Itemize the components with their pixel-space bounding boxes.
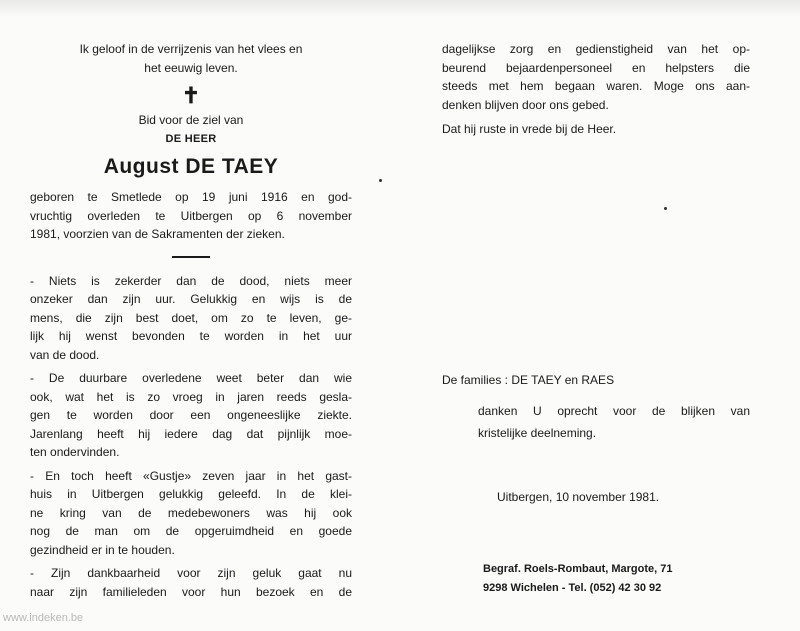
text-line: naar zijn familieleden voor hun bezoek en de — [30, 584, 352, 599]
pray-line: Bid voor de ziel van — [138, 113, 244, 127]
printer-line: Begraf. Roels-Rombaut, Margote, 71 — [483, 563, 673, 575]
text-line: gezindheid er in te houden. — [30, 542, 175, 557]
text-line: van de dood. — [30, 347, 100, 362]
text-line: - De duurbare overledene weet beter dan wie — [30, 371, 352, 385]
verse — [30, 40, 352, 77]
printer-credit — [483, 560, 672, 598]
text-line: Jarenlang heeft hij iedere dag dat pijnlijk moe- — [30, 426, 352, 441]
right-panel — [442, 40, 750, 139]
text-line: danken U oprecht voor de blijken van — [478, 404, 750, 418]
text-line: lijk hij wenst bevonden te worden in het uur — [30, 329, 352, 343]
closing-prayer: Dat hij ruste in vrede bij de Heer. — [442, 122, 617, 136]
paragraph-4 — [30, 564, 352, 601]
text-line: ook, wat het is zo vroeg in jaren reeds gesla- — [30, 389, 352, 404]
text-line: steeds met hem begaan waren. Moge ons aan- — [442, 79, 750, 93]
text-line: beurend bejaardenpersoneel en helpsters die — [442, 60, 750, 75]
printer-line: 9298 Wichelen - Tel. (052) 42 30 92 — [483, 582, 662, 594]
scan-speck — [664, 207, 667, 210]
paragraph-2 — [30, 369, 352, 462]
left-panel — [30, 40, 352, 606]
text-line: kristelijke deelneming. — [478, 426, 597, 440]
verse-line: het eeuwig leven. — [144, 60, 238, 75]
text-line: ne kring van de medebewoners was hij ook — [30, 505, 352, 520]
text-line: ten ondervinden. — [30, 445, 120, 459]
families-line: De families : DE TAEY en RAES — [442, 373, 615, 387]
watermark: www.indeken.be — [3, 612, 84, 624]
cross-icon: ✝ — [181, 83, 201, 108]
text-line: - Zijn dankbaarheid voor zijn geluk gaat nu — [30, 566, 352, 580]
thanks-text — [478, 400, 750, 444]
text-line: dagelijkse zorg en gedienstigheid van het op- — [442, 42, 750, 56]
scan-edge — [0, 0, 800, 18]
text-line: onzeker dan zijn uur. Gelukkig en wijs is de — [30, 292, 352, 306]
text-line: denken blijven door ons gebed. — [442, 97, 609, 112]
continuation — [442, 40, 750, 114]
paragraph-3 — [30, 467, 352, 560]
divider — [172, 256, 210, 258]
verse-line: Ik geloof in de verrijzenis van het vlees en — [79, 42, 303, 56]
place-date: Uitbergen, 10 november 1981. — [497, 490, 660, 504]
bio-line: geboren te Smetlede op 19 juni 1916 en god- — [30, 190, 352, 204]
text-line: mens, die zijn best doet, om zo te leven, ge- — [30, 310, 352, 325]
bio-line: 1981, voorzien van de Sakramenten der zieken. — [30, 227, 285, 241]
deceased-name: August DE TAEY — [103, 155, 279, 178]
paragraph-1 — [30, 272, 352, 365]
text-line: gen te worden door een ongeneeslijke ziekte. — [30, 408, 352, 422]
text-line: - Niets is zekerder dan de dood, niets meer — [30, 273, 352, 288]
honorific: DE HEER — [165, 132, 217, 145]
text-line: huis in Uitbergen gelukkig geleefd. In de klei- — [30, 487, 352, 501]
text-line: nog de man om de opgeruimdheid en goede — [30, 524, 352, 538]
text-line: - En toch heeft «Gustje» zeven jaar in het gast- — [30, 468, 352, 483]
scan-speck — [379, 179, 382, 182]
biography — [30, 188, 352, 244]
bio-line: vruchtig overleden te Uitbergen op 6 november — [30, 208, 352, 223]
